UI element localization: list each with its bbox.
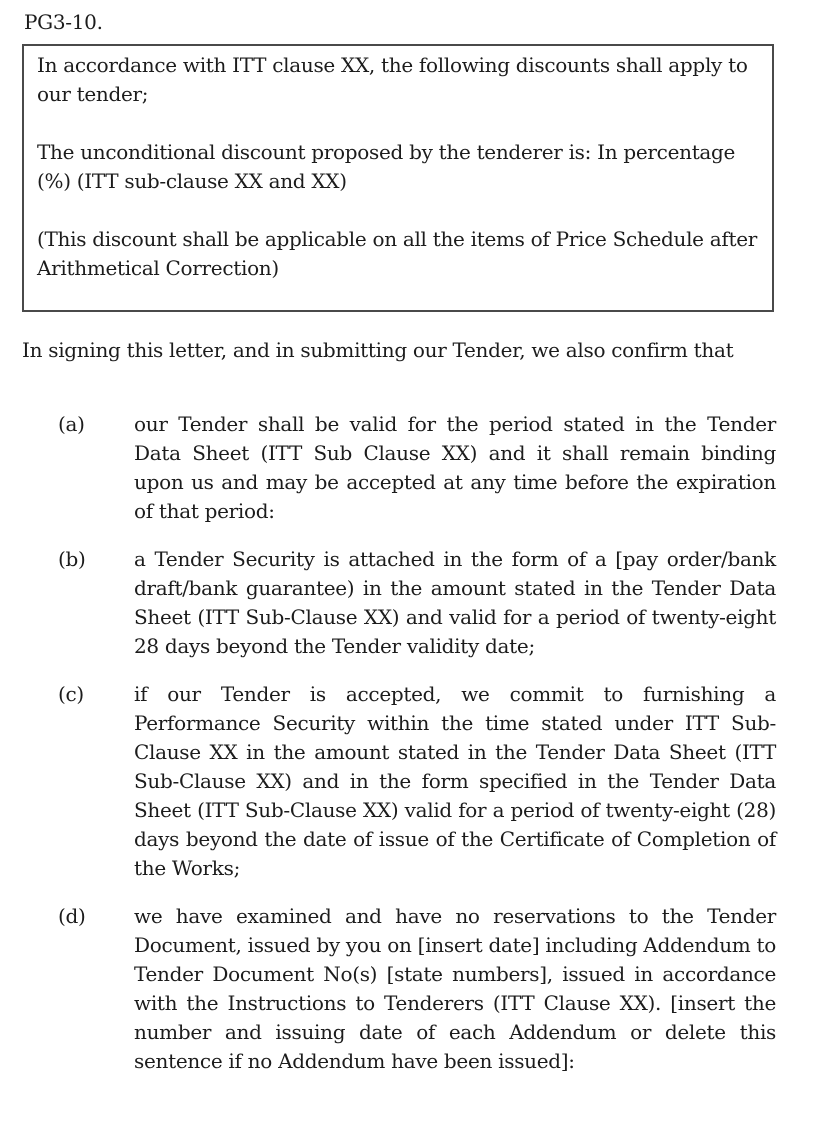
list-item-c xyxy=(0,680,823,883)
list-marker-d: (d) xyxy=(58,904,86,928)
list-text-c: if our Tender is accepted, we commit to furnishing a Performance Security within the time stated under ITT Sub-Clause XX in the amount stated in the Tender Data Sheet (ITT Sub-Clause XX) and in the form specified in the Tender Data Sheet (ITT Sub-Clause XX) valid for a period of twenty-eight (28) days beyond the date of issue of the Certificate of Completion of the Works; xyxy=(134,682,776,880)
list-item-d xyxy=(0,902,823,1076)
page-label: PG3-10. xyxy=(24,10,103,34)
list-marker-b: (b) xyxy=(58,547,86,571)
list-text-d: we have examined and have no reservations to the Tender Document, issued by you on [insert date] including Addendum to Tender Document No(s) [state numbers], issued in accordance with the Instructions to Tenderers (ITT Clause XX). [insert the number and issuing date of each Addendum or delete this sentence if no Addendum have been issued]: xyxy=(134,904,776,1073)
unconditional-discount-paragraph: The unconditional discount proposed by the tenderer is: In percentage (%) (ITT sub-clause XX and XX) xyxy=(37,140,736,193)
confirmation-list xyxy=(0,410,823,1095)
list-marker-a: (a) xyxy=(58,412,85,436)
list-item-a xyxy=(0,410,823,526)
list-text-a: our Tender shall be valid for the period stated in the Tender Data Sheet (ITT Sub Clause XX) and it shall remain binding upon us and may be accepted at any time before the expiration of that period: xyxy=(134,412,776,523)
list-text-b: a Tender Security is attached in the form of a [pay order/bank draft/bank guarantee) in the amount stated in the Tender Data Sheet (ITT Sub-Clause XX) and valid for a period of twenty-eight 28 days beyond the Tender validity date; xyxy=(134,547,776,658)
list-marker-c: (c) xyxy=(58,682,84,706)
discount-clause-box xyxy=(22,44,774,312)
list-item-b xyxy=(0,545,823,661)
discount-applicability-paragraph: (This discount shall be applicable on all the items of Price Schedule after Arithmetical Correction) xyxy=(37,227,758,280)
discount-clause-paragraph: In accordance with ITT clause XX, the following discounts shall apply to our tender; xyxy=(37,53,748,106)
confirmation-intro-paragraph: In signing this letter, and in submitting our Tender, we also confirm that xyxy=(22,338,734,362)
